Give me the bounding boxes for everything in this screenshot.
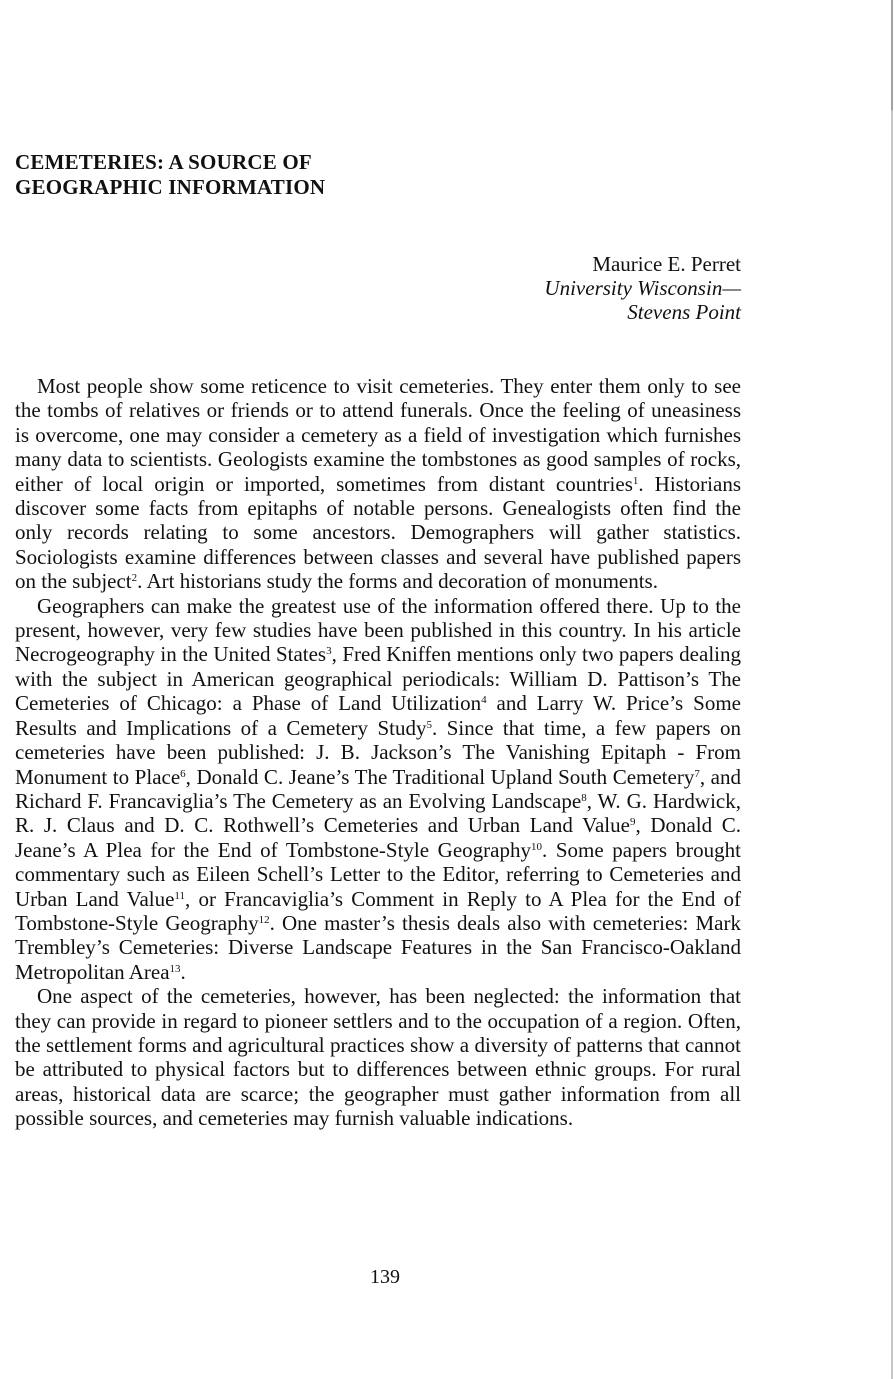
paragraph-text: , W. G. Hardwick, R. J. Claus and D. C. Rothwell’s Cemeteries and Urban Land Value xyxy=(15,788,741,838)
article-body xyxy=(15,374,741,1131)
paragraph-text: Most people show some reticence to visit cemeteries. They enter them only to see the tombs of relatives or friends or to attend funerals. Once the feeling of uneasiness is overcome, one may consider a cemetery as a field of investigation which furnishes many data to scientists. Geologists examine the tombstones as good samples of rocks, either of local origin or imported, sometimes from distant countries xyxy=(15,374,741,496)
paragraph-text: , Fred Kniffen mentions only two papers dealing with the subject in American geographical periodicals: William D. Pattison’s The Cemeteries of Chicago: a Phase of Land Utilization xyxy=(15,642,741,716)
byline xyxy=(544,252,741,324)
footnote-marker: 10 xyxy=(530,840,542,853)
affiliation-line-2: Stevens Point xyxy=(627,300,741,324)
paragraph-text: , Donald C. Jeane’s The Traditional Upland South Cemetery xyxy=(185,764,695,789)
body-paragraph xyxy=(15,374,741,594)
affiliation-line-1: University Wisconsin— xyxy=(544,276,741,300)
page-number: 139 xyxy=(370,1266,400,1288)
footnote-marker: 13 xyxy=(169,962,181,975)
footnote-marker: 2 xyxy=(131,572,138,585)
paragraph-text: , Donald C. Jeane’s A Plea for the End of Tombstone-Style Geography xyxy=(15,813,741,862)
paragraph-text: and Larry W. Price’s Some Results and Implications of a Cemetery Study xyxy=(15,691,741,740)
body-paragraph xyxy=(15,984,741,1130)
paragraph-text: . Art historians study the forms and decoration of monuments. xyxy=(137,569,658,594)
paragraph-text: One aspect of the cemeteries, however, has been neglected: the information that they can provide in regard to pioneer settlers and to the occupation of a region. Often, the settlement forms and agricultural practices show a diversity of patterns that cannot be attributed to physical factors but to differences between ethnic groups. For rural areas, historical data are scarce; the geographer must gather information from all possible sources, and cemeteries may furnish valuable indications. xyxy=(15,984,741,1131)
footnote-marker: 3 xyxy=(326,645,332,658)
paragraph-text: , or Francaviglia’s Comment in Reply to A Plea for the End of Tombstone-Style Geography xyxy=(15,886,741,935)
footnote-marker: 1 xyxy=(632,474,639,487)
title-line-2: GEOGRAPHIC INFORMATION xyxy=(15,175,326,199)
body-paragraph xyxy=(15,594,741,985)
paragraph-text: . Some papers brought commentary such as Eileen Schell’s Letter to the Editor, referring to Cemeteries and Urban Land Value xyxy=(15,837,741,911)
paragraph-text: Geographers can make the greatest use of the information offered there. Up to the present, however, very few studies have been published in this country. In his article Necrogeography in the United States xyxy=(15,593,741,667)
footnote-marker: 11 xyxy=(174,889,186,902)
footnote-marker: 12 xyxy=(258,913,270,926)
footnote-marker: 4 xyxy=(481,694,487,707)
paragraph-text: . xyxy=(180,959,186,984)
paragraph-text: . Since that time, a few papers on cemeteries have been published: J. B. Jackson’s The Vanishing Epitaph - From Monument to Place xyxy=(15,715,741,789)
footnote-marker: 6 xyxy=(180,767,186,780)
footnote-marker: 5 xyxy=(426,718,433,731)
paragraph-text: . One master’s thesis deals also with cemeteries: Mark Trembley’s Cemeteries: Diverse Landscape Features in the San Francisco-Oakland Metropolitan Area xyxy=(15,910,741,984)
title-line-1: CEMETERIES: A SOURCE OF xyxy=(15,150,312,174)
footnote-marker: 9 xyxy=(629,816,636,829)
author-name: Maurice E. Perret xyxy=(592,252,741,276)
footnote-marker: 7 xyxy=(694,767,700,780)
article-title xyxy=(15,150,615,200)
paragraph-text: . Historians discover some facts from epitaphs of notable persons. Genealogists often find the only records relating to some ancestors. Demographers will gather statistics. Sociologists examine differences between classes and several have published papers on the subject xyxy=(15,471,741,594)
footnote-marker: 8 xyxy=(581,791,587,804)
paragraph-text: , and Richard F. Francaviglia’s The Cemetery as an Evolving Landscape xyxy=(15,764,741,813)
page-edge-line xyxy=(891,0,893,1379)
